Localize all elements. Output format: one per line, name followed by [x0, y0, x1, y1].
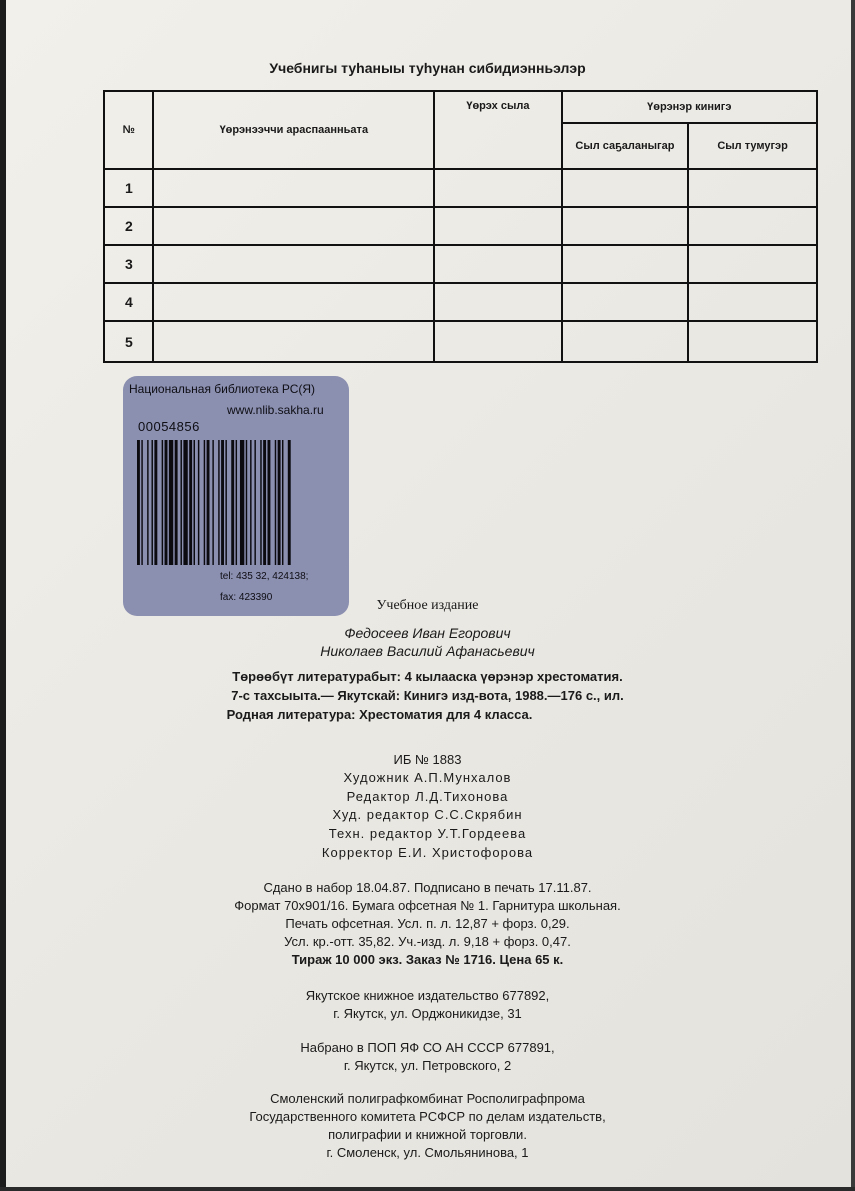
- print-info-1: Сдано в набор 18.04.87. Подписано в печать 17.11.87.: [263, 880, 592, 895]
- cell-end: [688, 245, 817, 283]
- page-title: Учебнигы туһаныы туһунан сибидиэнньэлэр: [269, 60, 586, 76]
- print-info-5: Тираж 10 000 экз. Заказ № 1716. Цена 65 к.: [291, 952, 564, 967]
- scan-edge-bottom: [0, 1187, 855, 1191]
- cell-end: [688, 283, 817, 321]
- cell-name: [153, 283, 434, 321]
- stamp-library-name: Национальная библиотека РС(Я): [129, 382, 316, 396]
- stamp-url: www.nlib.sakha.ru: [227, 403, 324, 417]
- row-number: 5: [104, 321, 153, 362]
- cell-year: [434, 207, 561, 245]
- header-number: №: [104, 91, 153, 169]
- print-info-2: Формат 70х901/16. Бумага офсетная № 1. Гарнитура школьная.: [234, 898, 621, 913]
- table-row: [104, 321, 817, 362]
- cell-start: [562, 283, 689, 321]
- stamp-fax: fax: 423390: [220, 592, 273, 603]
- description-line-3: Родная литература: Хрестоматия для 4 класса.: [226, 707, 533, 722]
- printer-line-3: полиграфии и книжной торговли.: [328, 1127, 527, 1142]
- cell-end: [688, 321, 817, 362]
- credit-corrector: Корректор Е.И. Христофорова: [321, 845, 534, 860]
- cell-name: [153, 207, 434, 245]
- credit-artist: Художник А.П.Мунхалов: [343, 770, 512, 785]
- cell-name: [153, 245, 434, 283]
- typeset-line-2: г. Якутск, ул. Петровского, 2: [343, 1058, 512, 1073]
- cell-year: [434, 245, 561, 283]
- header-year-end: Сыл тумугэр: [688, 123, 817, 169]
- cell-start: [562, 245, 689, 283]
- header-school-year: Үөрэх сыла: [434, 91, 561, 169]
- table-row: [104, 207, 817, 245]
- credit-tech-editor: Техн. редактор У.Т.Гордеева: [328, 826, 527, 841]
- cell-name: [153, 169, 434, 207]
- barcode-icon: [137, 440, 333, 565]
- description-line-1: Төрөөбүт литературабыт: 4 кылааска үөрэнэр хрестоматия.: [232, 669, 623, 684]
- print-info-4: Усл. кр.-отт. 35,82. Уч.-изд. л. 9,18 + форз. 0,47.: [284, 934, 571, 949]
- table-row: [104, 283, 817, 321]
- row-number: 1: [104, 169, 153, 207]
- author-1: Федосеев Иван Егорович: [344, 625, 511, 641]
- library-stamp: [123, 376, 349, 616]
- cell-year: [434, 321, 561, 362]
- row-number: 2: [104, 207, 153, 245]
- printer-line-2: Государственного комитета РСФСР по делам издательств,: [249, 1109, 606, 1124]
- printer-line-4: г. Смоленск, ул. Смольянинова, 1: [326, 1145, 529, 1160]
- author-2: Николаев Василий Афанасьевич: [320, 643, 535, 659]
- description-line-2: 7-с тахсыыта.— Якутскай: Кинигэ изд-вота, 1988.—176 с., ил.: [231, 688, 624, 703]
- typeset-line-1: Набрано в ПОП ЯФ СО АН СССР 677891,: [300, 1040, 555, 1055]
- cell-start: [562, 207, 689, 245]
- textbook-usage-table: [103, 90, 818, 363]
- row-number: 4: [104, 283, 153, 321]
- ib-number: ИБ № 1883: [393, 752, 462, 767]
- cell-end: [688, 207, 817, 245]
- cell-start: [562, 169, 689, 207]
- cell-end: [688, 169, 817, 207]
- header-year-start: Сыл саҕаланыгар: [562, 123, 689, 169]
- row-number: 3: [104, 245, 153, 283]
- cell-year: [434, 283, 561, 321]
- printer-line-1: Смоленский полиграфкомбинат Росполиграфпрома: [270, 1091, 585, 1106]
- header-textbook: Үөрэнэр кинигэ: [562, 91, 817, 123]
- cell-year: [434, 169, 561, 207]
- header-student-name: Үөрэнээччи араспаанньата: [153, 91, 434, 169]
- stamp-inventory-number: 00054856: [138, 419, 200, 434]
- print-info-3: Печать офсетная. Усл. п. л. 12,87 + форз. 0,29.: [285, 916, 570, 931]
- table-row: [104, 245, 817, 283]
- edition-type: Учебное издание: [376, 598, 479, 613]
- cell-start: [562, 321, 689, 362]
- publisher-line-1: Якутское книжное издательство 677892,: [305, 988, 550, 1003]
- table-row: [104, 169, 817, 207]
- credit-editor: Редактор Л.Д.Тихонова: [346, 789, 509, 804]
- stamp-tel: tel: 435 32, 424138;: [220, 571, 309, 582]
- credit-art-editor: Худ. редактор С.С.Скрябин: [332, 807, 523, 822]
- cell-name: [153, 321, 434, 362]
- publisher-line-2: г. Якутск, ул. Орджоникидзе, 31: [333, 1006, 522, 1021]
